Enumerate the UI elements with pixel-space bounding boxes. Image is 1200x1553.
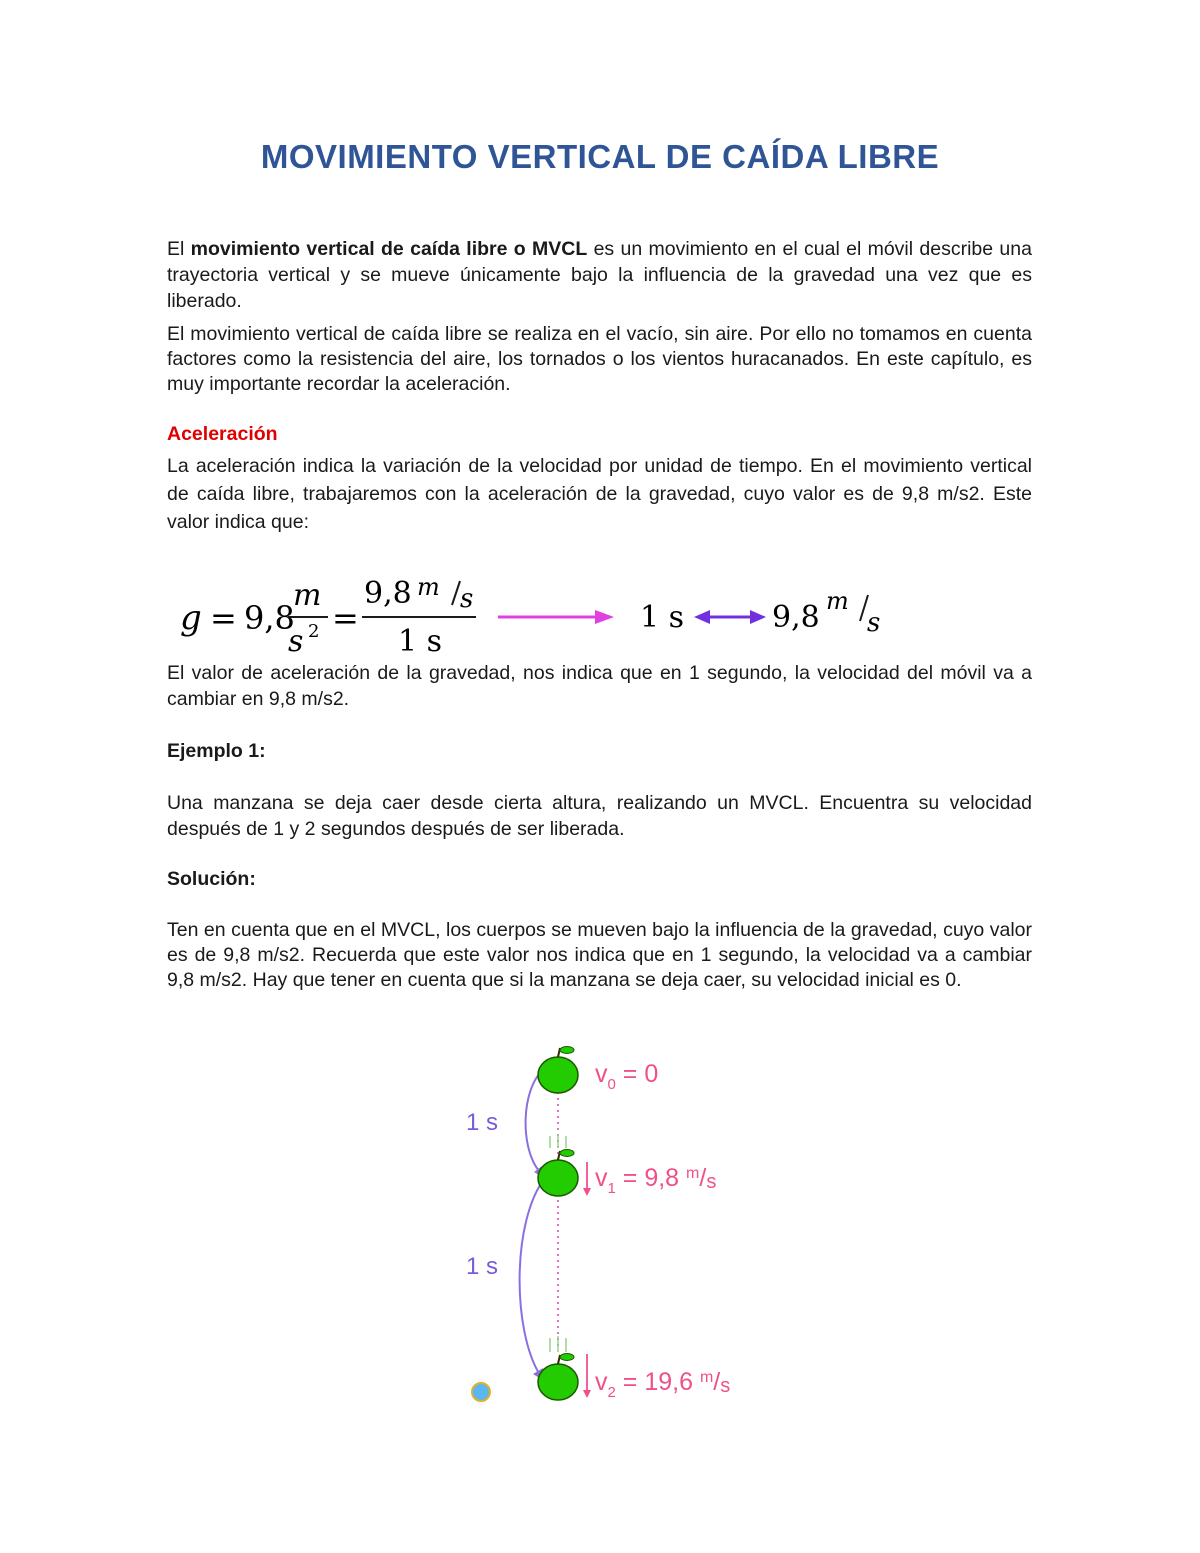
v2-unit-slash: / bbox=[713, 1368, 721, 1396]
velocity-label-1 bbox=[595, 1164, 716, 1197]
formula-g: g bbox=[180, 598, 202, 638]
formula-num-m: m bbox=[417, 573, 440, 601]
aceleracion-paragraph: La aceleración indica la variación de la velocidad por unidad de tiempo. En el movimiento vertical de caída libre, trabajaremos con la aceleración de la gravedad, cuyo valor es de 9,8 m/s2. Este valor indica que: bbox=[167, 455, 1032, 533]
formula-num-s: s bbox=[460, 584, 474, 614]
formula-one-s: 1 s bbox=[640, 600, 685, 635]
v2-unit-m: m bbox=[699, 1369, 714, 1386]
v2-value: = 19,6 bbox=[615, 1368, 700, 1396]
formula-eq2: = bbox=[332, 599, 359, 637]
formula-right-s: s bbox=[867, 608, 881, 638]
velocity-label-2 bbox=[595, 1368, 730, 1401]
velocity-arrow-2-head bbox=[583, 1390, 591, 1398]
solucion-heading: Solución: bbox=[167, 868, 256, 890]
v1-subscript: 1 bbox=[607, 1180, 616, 1197]
intro-rest: es un movimiento en el cual el móvil describe una trayectoria vertical y se mueve únicamente bajo la influencia de la gravedad una vez que es liberado. bbox=[167, 238, 1032, 312]
formula-s: s bbox=[288, 624, 304, 659]
velocity-label-0 bbox=[595, 1060, 658, 1093]
v1-unit-slash: / bbox=[699, 1164, 707, 1192]
formula-right-val: 9,8 bbox=[772, 600, 820, 635]
velocity-arrow-1-head bbox=[583, 1188, 591, 1196]
formula-eq1: = bbox=[210, 599, 237, 637]
free-fall-diagram bbox=[440, 1030, 770, 1420]
v0-subscript: 0 bbox=[607, 1076, 616, 1093]
v2-subscript: 2 bbox=[607, 1384, 616, 1401]
formula-right-m: m bbox=[826, 587, 849, 615]
ejemplo-heading: Ejemplo 1: bbox=[167, 740, 266, 762]
formula-den: 1 s bbox=[398, 624, 443, 659]
v0-symbol: v bbox=[595, 1060, 608, 1088]
interval-label-1: 1 s bbox=[466, 1109, 499, 1136]
v1-symbol: v bbox=[595, 1164, 608, 1192]
gravity-formula bbox=[170, 565, 900, 660]
watermark-logo-icon bbox=[472, 1383, 490, 1401]
explicacion-paragraph: El valor de aceleración de la gravedad, nos indica que en 1 segundo, la velocidad del móvil va a cambiar en 9,8 m/s2. bbox=[167, 662, 1032, 710]
solucion-paragraph: Ten en cuenta que en el MVCL, los cuerpos se mueven bajo la influencia de la gravedad, cuyo valor es de 9,8 m/s2. Recuerda que este valor nos indica que en 1 segundo, la velocidad va a cambiar 9,8 m/s2. Hay que tener en cuenta que si la manzana se deja caer, su velocidad inicial es 0. bbox=[167, 919, 1032, 991]
ejemplo-paragraph: Una manzana se deja caer desde cierta altura, realizando un MVCL. Encuentra su velocidad después de 1 y 2 segundos después de ser liberada. bbox=[167, 792, 1032, 840]
formula-num-slash bbox=[452, 581, 460, 605]
interval-arrow-2 bbox=[520, 1178, 545, 1375]
page-title: MOVIMIENTO VERTICAL DE CAÍDA LIBRE bbox=[260, 138, 940, 175]
intro-prefix: El bbox=[167, 238, 191, 260]
v1-value: = 9,8 bbox=[615, 1164, 687, 1192]
intro-bold-term: movimiento vertical de caída libre o MVCL bbox=[190, 238, 588, 260]
v1-unit-s: s bbox=[706, 1171, 717, 1193]
formula-m: m bbox=[293, 578, 322, 613]
intro-paragraph-2: El movimiento vertical de caída libre se realiza en el vacío, sin aire. Por ello no tomamos en cuenta factores como la resistencia del aire, los tornados o los vientos huracanados. En este capítulo, es muy importante recordar la aceleración. bbox=[167, 323, 1032, 395]
formula-double-arrow-left-head bbox=[694, 610, 710, 624]
v2-symbol: v bbox=[595, 1368, 608, 1396]
formula-double-arrow-right-head bbox=[750, 610, 766, 624]
formula-exp: 2 bbox=[308, 621, 320, 642]
aceleracion-heading: Aceleración bbox=[167, 423, 278, 445]
v1-unit-m: m bbox=[686, 1165, 700, 1182]
interval-label-2: 1 s bbox=[466, 1253, 499, 1280]
apple-icon-1 bbox=[538, 1134, 578, 1196]
apple-icon-0 bbox=[538, 1047, 578, 1094]
apple-icon-2 bbox=[538, 1336, 578, 1400]
formula-num-val: 9,8 bbox=[364, 576, 412, 611]
v0-value: = 0 bbox=[615, 1060, 659, 1088]
intro-paragraph-1 bbox=[167, 236, 1032, 314]
v2-unit-s: s bbox=[720, 1375, 731, 1397]
formula-val: 9,8 bbox=[244, 599, 295, 637]
formula-main-arrow-head bbox=[595, 610, 614, 624]
